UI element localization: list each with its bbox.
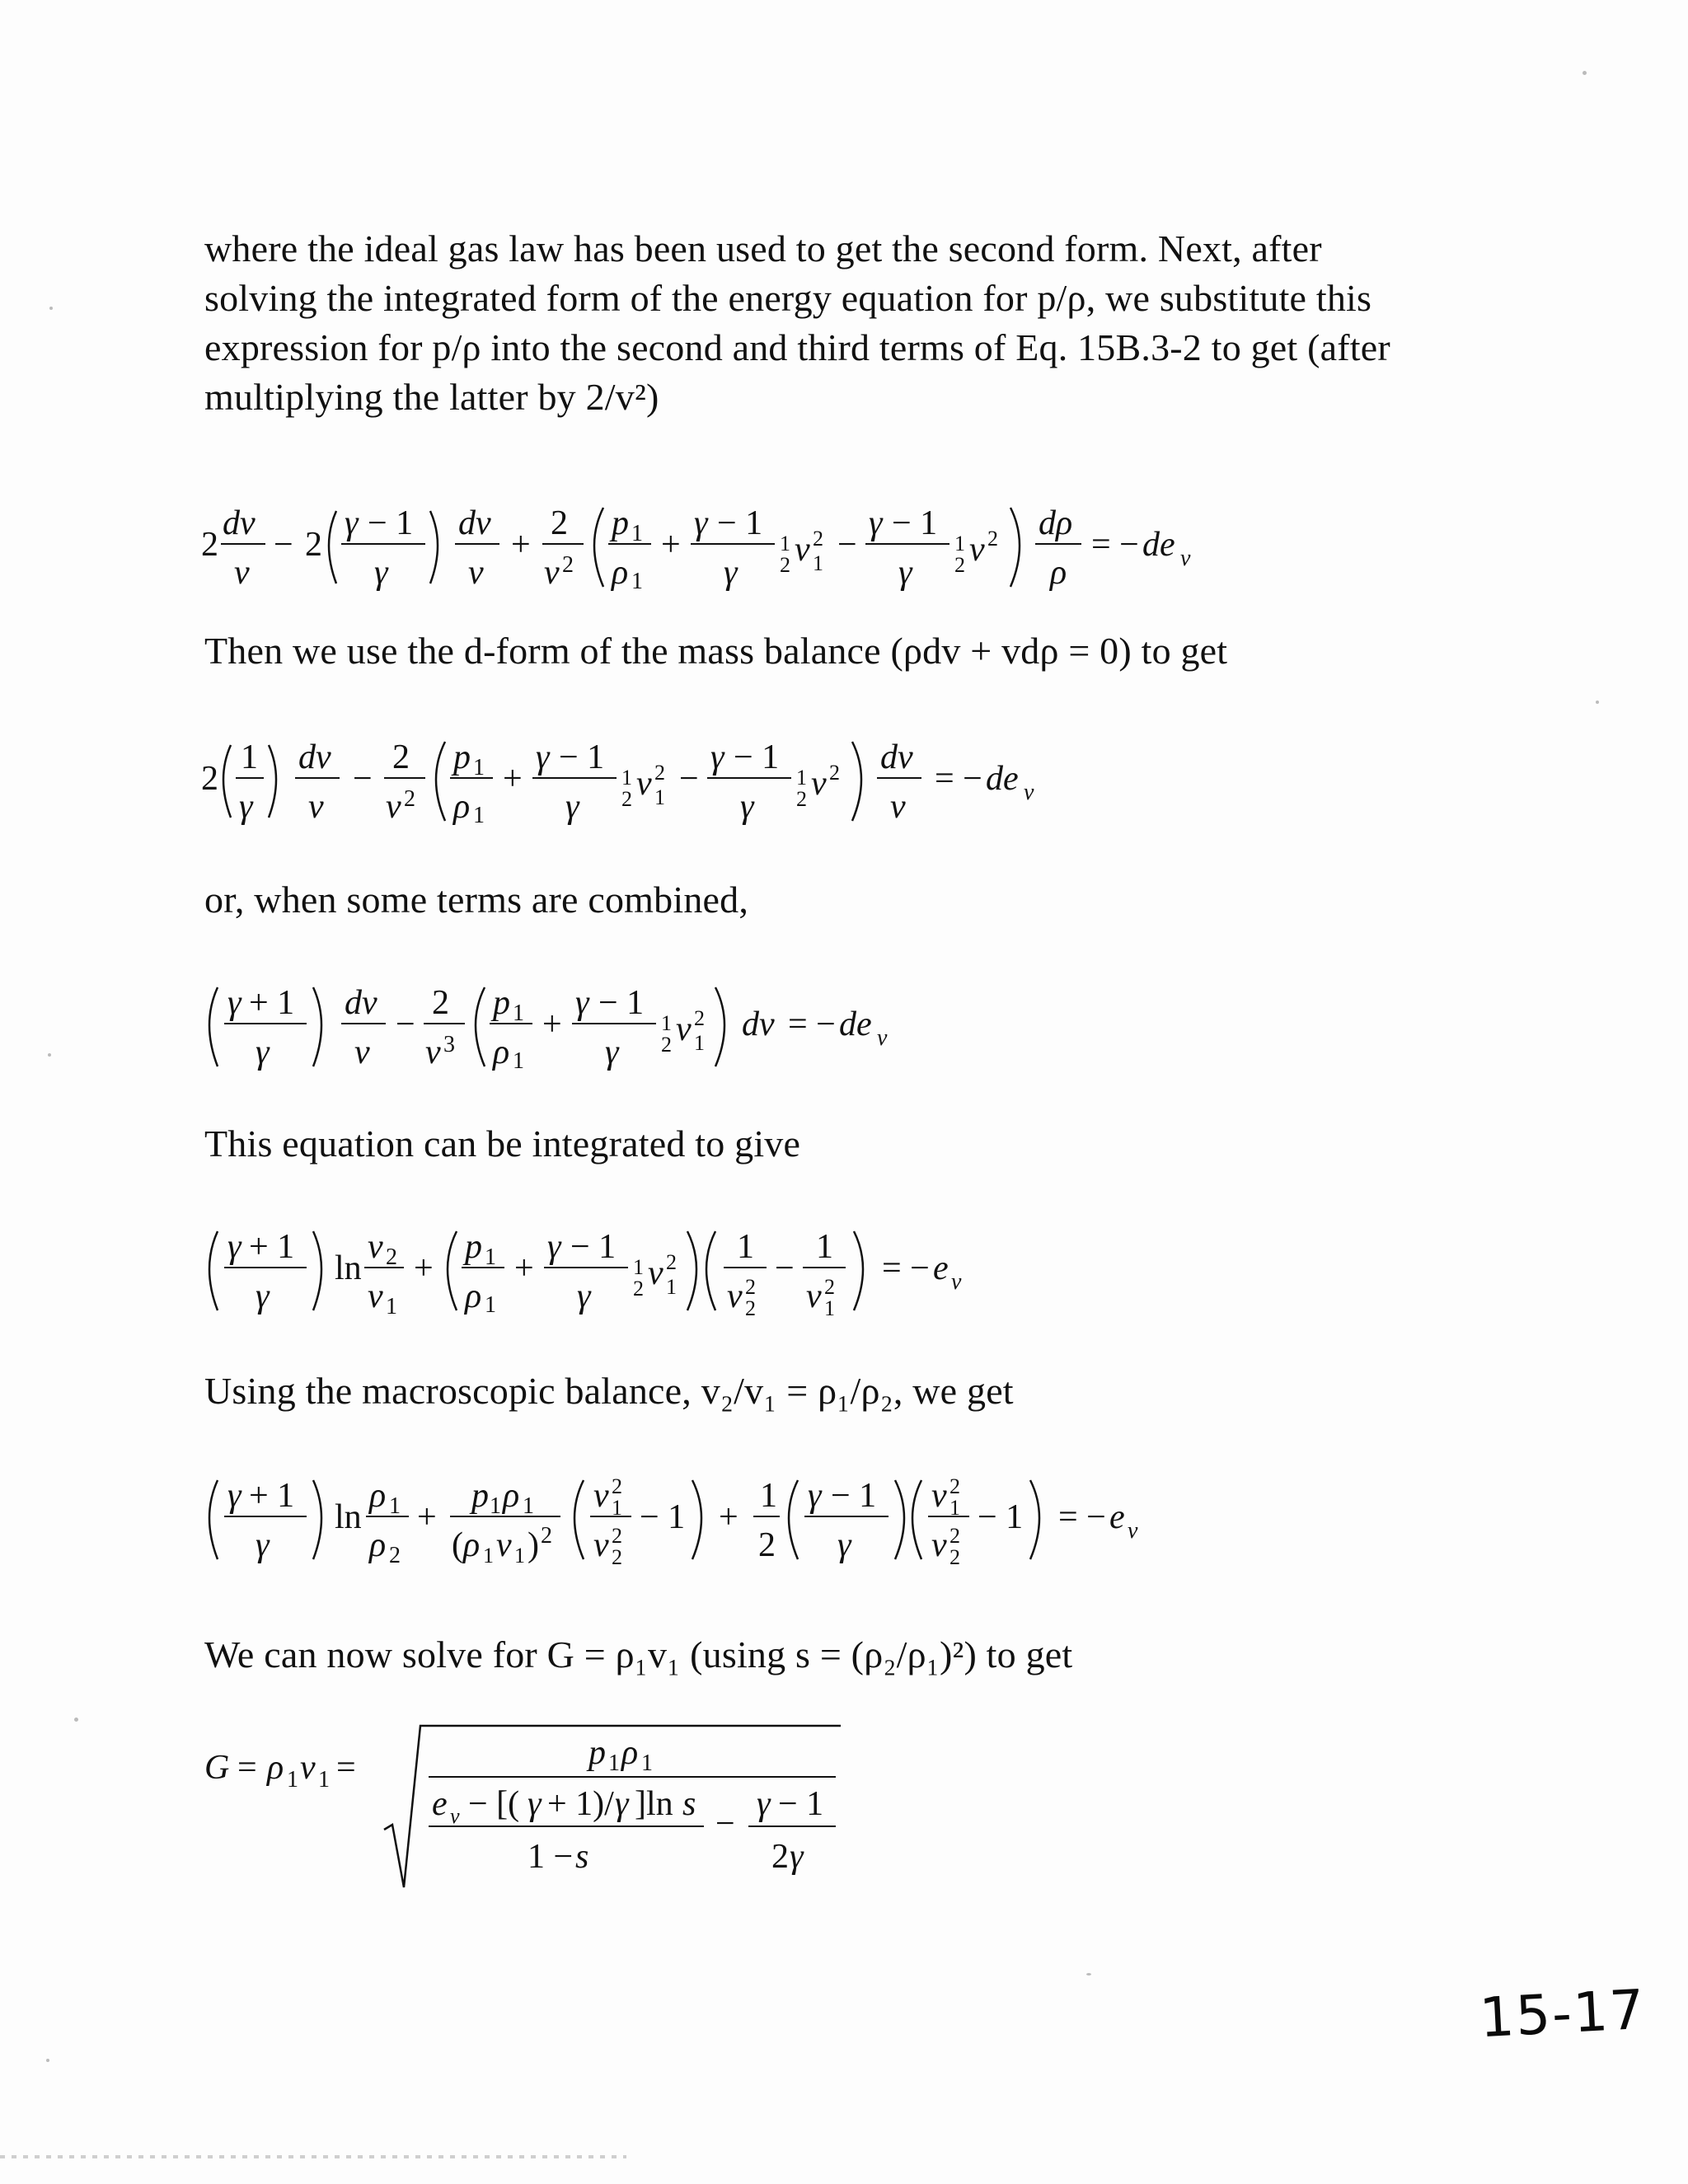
svg-text:ρ: ρ (503, 1477, 520, 1515)
svg-text:+: + (542, 1005, 562, 1043)
svg-text:v: v (354, 1033, 370, 1071)
svg-text:γ: γ (256, 1526, 270, 1564)
svg-text:]ln: ]ln (635, 1785, 673, 1823)
svg-text:1: 1 (473, 803, 485, 828)
svg-text:v: v (1024, 780, 1034, 805)
scan-speck (46, 2059, 49, 2062)
svg-text:dv: dv (345, 984, 377, 1022)
svg-text:ln: ln (335, 1498, 362, 1536)
svg-text:2: 2 (666, 1250, 677, 1274)
svg-text:1: 1 (666, 1275, 677, 1299)
svg-text:1: 1 (513, 1001, 524, 1026)
svg-text:(: ( (452, 1526, 463, 1564)
svg-text:1: 1 (661, 1011, 672, 1035)
svg-text:γ: γ (227, 984, 241, 1022)
svg-text:v: v (931, 1477, 947, 1515)
svg-text:ρ: ρ (621, 1734, 639, 1772)
equation-5 (198, 1464, 1269, 1588)
svg-text:1: 1 (694, 1031, 705, 1055)
equation-1 (198, 491, 1269, 607)
svg-text:s: s (575, 1838, 589, 1876)
svg-text:3: 3 (443, 1032, 455, 1057)
svg-text:1: 1 (485, 1244, 496, 1270)
svg-text:= −: = − (1058, 1498, 1106, 1536)
svg-text:e: e (933, 1249, 949, 1287)
svg-text:− 1: − 1 (559, 738, 605, 776)
svg-text:1: 1 (483, 1544, 494, 1568)
svg-text:v: v (811, 765, 827, 803)
svg-text:v: v (636, 765, 652, 803)
equation-4-graphic (198, 1215, 1269, 1330)
svg-text:ρ: ρ (369, 1477, 387, 1515)
svg-text:v: v (676, 1010, 692, 1048)
svg-text:=: = (336, 1749, 356, 1787)
svg-text:−: − (837, 526, 857, 564)
svg-text:1: 1 (241, 738, 258, 776)
svg-text:γ: γ (615, 1785, 629, 1823)
svg-text:γ: γ (808, 1477, 822, 1515)
svg-text:γ: γ (837, 1526, 851, 1564)
svg-text:ρ: ρ (612, 554, 629, 592)
svg-text:− 1: − 1 (570, 1228, 617, 1266)
svg-text:+: + (511, 526, 531, 564)
svg-text:2: 2 (432, 984, 449, 1022)
svg-text:v: v (951, 1269, 962, 1295)
svg-text:1: 1 (780, 532, 790, 555)
svg-text:2: 2 (813, 527, 823, 551)
svg-text:2: 2 (950, 1545, 960, 1569)
svg-text:1: 1 (631, 521, 643, 546)
svg-text:v: v (1128, 1518, 1138, 1544)
paragraph-integrate: This equation can be integrated to give (204, 1122, 801, 1165)
svg-text:e: e (1109, 1498, 1125, 1536)
svg-text:γ: γ (694, 504, 708, 542)
scan-speck (48, 1053, 51, 1057)
svg-text:− 1: − 1 (640, 1498, 686, 1536)
svg-text:v: v (727, 1277, 743, 1315)
svg-text:+ 1: + 1 (249, 1477, 295, 1515)
scan-speck (1596, 701, 1599, 704)
svg-text:2: 2 (987, 527, 998, 551)
svg-text:v: v (648, 1254, 663, 1292)
svg-text:γ: γ (345, 504, 359, 542)
scan-speck (1582, 71, 1587, 75)
svg-text:+: + (417, 1498, 437, 1536)
equation-4 (198, 1215, 1269, 1339)
svg-text:γ: γ (577, 1277, 591, 1315)
svg-text:γ: γ (710, 738, 724, 776)
svg-text:de: de (1142, 526, 1175, 564)
svg-text:v: v (795, 531, 810, 569)
svg-text:− [(: − [( (468, 1785, 520, 1823)
svg-text:2: 2 (758, 1526, 776, 1564)
svg-text:1 −: 1 − (528, 1838, 574, 1876)
svg-text:v: v (468, 554, 484, 592)
svg-text:− 1: − 1 (368, 504, 414, 542)
svg-text:v: v (300, 1749, 316, 1787)
equation-6-graphic (201, 1722, 943, 1896)
svg-text:ρ: ρ (453, 788, 471, 826)
svg-text:dv: dv (458, 504, 491, 542)
svg-text:−: − (274, 526, 293, 564)
svg-text:2: 2 (954, 553, 965, 577)
svg-text:+: + (719, 1498, 738, 1536)
paragraph-macroscopic: Using the macroscopic balance, v₂/v₁ = ρ₁/ρ₂, we get (204, 1370, 1014, 1412)
svg-text:2: 2 (654, 761, 665, 785)
svg-text:dv: dv (880, 738, 913, 776)
svg-text:dv: dv (742, 1005, 775, 1043)
svg-text:= −: = − (1091, 526, 1139, 564)
svg-text:dv: dv (223, 504, 256, 542)
svg-text:γ: γ (528, 1785, 542, 1823)
svg-text:− 1: − 1 (734, 738, 780, 776)
svg-text:ρ: ρ (465, 1277, 482, 1315)
svg-text:2: 2 (745, 1296, 756, 1320)
svg-text:γ: γ (790, 1838, 804, 1876)
svg-text:v: v (931, 1526, 947, 1564)
svg-text:v: v (386, 788, 401, 826)
svg-text:1: 1 (318, 1767, 330, 1793)
svg-text:− 1: − 1 (892, 504, 938, 542)
svg-text:v: v (308, 788, 324, 826)
svg-text:ρ: ρ (369, 1526, 387, 1564)
svg-text:v: v (234, 554, 250, 592)
svg-text:1: 1 (641, 1750, 653, 1776)
svg-text:= −: = − (788, 1005, 836, 1043)
svg-text:+ 1)/: + 1)/ (547, 1785, 614, 1823)
svg-text:γ: γ (898, 554, 912, 592)
svg-text:γ: γ (256, 1033, 270, 1071)
svg-text:+: + (514, 1249, 534, 1287)
svg-text:2: 2 (551, 504, 568, 542)
svg-text:+ 1: + 1 (249, 1228, 295, 1266)
svg-text:dv: dv (298, 738, 331, 776)
svg-text:de: de (839, 1005, 872, 1043)
svg-text:γ: γ (547, 1228, 561, 1266)
svg-text:v: v (368, 1228, 383, 1266)
svg-text:v: v (425, 1033, 441, 1071)
svg-text:2: 2 (541, 1523, 552, 1549)
page-number: 15-17 (1478, 1977, 1648, 2050)
svg-text:ρ: ρ (1050, 554, 1067, 592)
svg-text:1: 1 (760, 1477, 777, 1515)
svg-text:2: 2 (633, 1277, 644, 1301)
svg-text:v: v (450, 1804, 460, 1828)
svg-text:s: s (682, 1785, 696, 1823)
svg-text:1: 1 (954, 532, 965, 555)
svg-text:+: + (503, 760, 523, 798)
equation-1-graphic (198, 491, 1269, 598)
svg-text:ln: ln (335, 1249, 362, 1287)
svg-text:+ 1: + 1 (249, 984, 295, 1022)
svg-text:v: v (544, 554, 560, 592)
equation-3 (198, 971, 1269, 1087)
svg-text:1: 1 (813, 551, 823, 575)
svg-text:−: − (775, 1249, 795, 1287)
svg-text:−: − (715, 1805, 735, 1843)
svg-text:2: 2 (780, 553, 790, 577)
svg-text:p: p (493, 984, 510, 1022)
svg-text:γ: γ (724, 554, 738, 592)
svg-text:γ: γ (565, 788, 579, 826)
scan-speck (1086, 1973, 1091, 1975)
svg-text:1: 1 (796, 766, 807, 790)
svg-text:γ: γ (536, 738, 550, 776)
svg-text:= −: = − (882, 1249, 930, 1287)
equation-2-graphic (198, 725, 1269, 832)
svg-text:dρ: dρ (1039, 504, 1073, 542)
svg-text:2: 2 (796, 787, 807, 811)
svg-text:γ: γ (227, 1228, 241, 1266)
svg-text:2: 2 (305, 526, 322, 564)
svg-text:2: 2 (621, 787, 632, 811)
svg-text:v: v (368, 1277, 383, 1315)
svg-text:de: de (986, 760, 1019, 798)
svg-text:1: 1 (824, 1296, 835, 1320)
svg-text:γ: γ (256, 1277, 270, 1315)
svg-text:2: 2 (386, 1244, 397, 1270)
paragraph-intro: where the ideal gas law has been used to get the second form. Next, after solving the integrated form of the energy equation for p/ρ, we substitute this expression for p/ρ into the second and third terms of Eq. 15B.3-2 to get (after multiplying the latter by 2/v²) (204, 227, 1390, 418)
svg-text:1: 1 (621, 766, 632, 790)
svg-text:−: − (353, 760, 373, 798)
svg-text:2: 2 (392, 738, 410, 776)
scan-edge-artifact (0, 2155, 626, 2158)
svg-text:v: v (593, 1526, 609, 1564)
svg-text:2: 2 (745, 1275, 756, 1299)
svg-text:e: e (432, 1785, 448, 1823)
svg-text:v: v (890, 788, 906, 826)
svg-text:γ: γ (740, 788, 754, 826)
svg-text:γ: γ (239, 788, 253, 826)
svg-text:2: 2 (661, 1033, 672, 1057)
equation-3-graphic (198, 971, 1269, 1078)
svg-text:ρ: ρ (267, 1749, 284, 1787)
svg-text:1: 1 (523, 1493, 534, 1519)
svg-text:2: 2 (389, 1543, 401, 1568)
svg-text:G: G (204, 1749, 230, 1787)
svg-text:1: 1 (816, 1228, 833, 1266)
svg-text:−: − (679, 760, 699, 798)
equation-5-graphic (198, 1464, 1269, 1579)
svg-text:v: v (877, 1025, 888, 1051)
svg-text:2: 2 (829, 761, 840, 785)
svg-text:2: 2 (950, 1524, 960, 1548)
svg-text:1: 1 (631, 569, 643, 594)
svg-text:1: 1 (514, 1544, 525, 1568)
svg-text:2: 2 (612, 1474, 622, 1498)
svg-text:v: v (1180, 546, 1191, 571)
svg-text:1: 1 (490, 1493, 501, 1519)
svg-text:− 1: − 1 (978, 1498, 1024, 1536)
svg-text:1: 1 (654, 785, 665, 809)
scan-speck (49, 307, 53, 310)
svg-text:): ) (528, 1526, 539, 1564)
svg-text:1: 1 (485, 1292, 496, 1318)
svg-text:γ: γ (575, 984, 589, 1022)
svg-text:v: v (806, 1277, 822, 1315)
svg-text:v: v (496, 1526, 512, 1564)
equation-6 (201, 1722, 943, 1905)
svg-text:v: v (593, 1477, 609, 1515)
svg-text:2: 2 (612, 1524, 622, 1548)
equation-2 (198, 725, 1269, 841)
svg-text:1: 1 (737, 1228, 754, 1266)
paragraph-combined: or, when some terms are combined, (204, 879, 749, 921)
svg-text:γ: γ (869, 504, 883, 542)
svg-text:+: + (414, 1249, 434, 1287)
svg-text:2: 2 (201, 526, 218, 564)
svg-text:− 1: − 1 (717, 504, 763, 542)
svg-text:2: 2 (562, 552, 574, 578)
svg-text:2: 2 (404, 786, 415, 812)
svg-text:− 1: − 1 (778, 1785, 824, 1823)
svg-text:1: 1 (950, 1496, 960, 1520)
svg-text:v: v (969, 531, 985, 569)
paragraph-solve: We can now solve for G = ρ₁v₁ (using s = (ρ₂/ρ₁)²) to get (204, 1633, 1073, 1675)
svg-text:p: p (612, 504, 629, 542)
svg-text:−: − (396, 1005, 415, 1043)
svg-text:1: 1 (608, 1750, 620, 1776)
svg-text:2: 2 (201, 760, 218, 798)
svg-text:2: 2 (950, 1474, 960, 1498)
svg-text:1: 1 (513, 1048, 524, 1074)
svg-text:p: p (471, 1477, 489, 1515)
svg-text:1: 1 (389, 1493, 401, 1519)
svg-text:p: p (453, 738, 471, 776)
paragraph-mass-balance: Then we use the d-form of the mass balance (ρdv + vdρ = 0) to get (204, 630, 1228, 672)
scan-speck (74, 1718, 78, 1722)
svg-text:γ: γ (605, 1033, 619, 1071)
svg-text:− 1: − 1 (598, 984, 645, 1022)
svg-text:γ: γ (227, 1477, 241, 1515)
svg-text:ρ: ρ (493, 1033, 510, 1071)
svg-text:2: 2 (824, 1275, 835, 1299)
svg-text:p: p (588, 1734, 606, 1772)
svg-text:ρ: ρ (463, 1526, 481, 1564)
svg-text:1: 1 (386, 1294, 397, 1319)
svg-text:2: 2 (612, 1545, 622, 1569)
svg-text:= −: = − (935, 760, 982, 798)
svg-text:1: 1 (633, 1255, 644, 1279)
svg-text:2: 2 (771, 1838, 789, 1876)
svg-text:1: 1 (473, 755, 485, 780)
svg-text:=: = (237, 1749, 257, 1787)
svg-text:− 1: − 1 (831, 1477, 877, 1515)
svg-text:1: 1 (287, 1767, 298, 1793)
svg-text:p: p (465, 1228, 482, 1266)
svg-text:γ: γ (757, 1785, 771, 1823)
svg-text:1: 1 (612, 1496, 622, 1520)
svg-text:+: + (661, 526, 681, 564)
svg-text:2: 2 (694, 1006, 705, 1030)
svg-text:γ: γ (374, 554, 388, 592)
